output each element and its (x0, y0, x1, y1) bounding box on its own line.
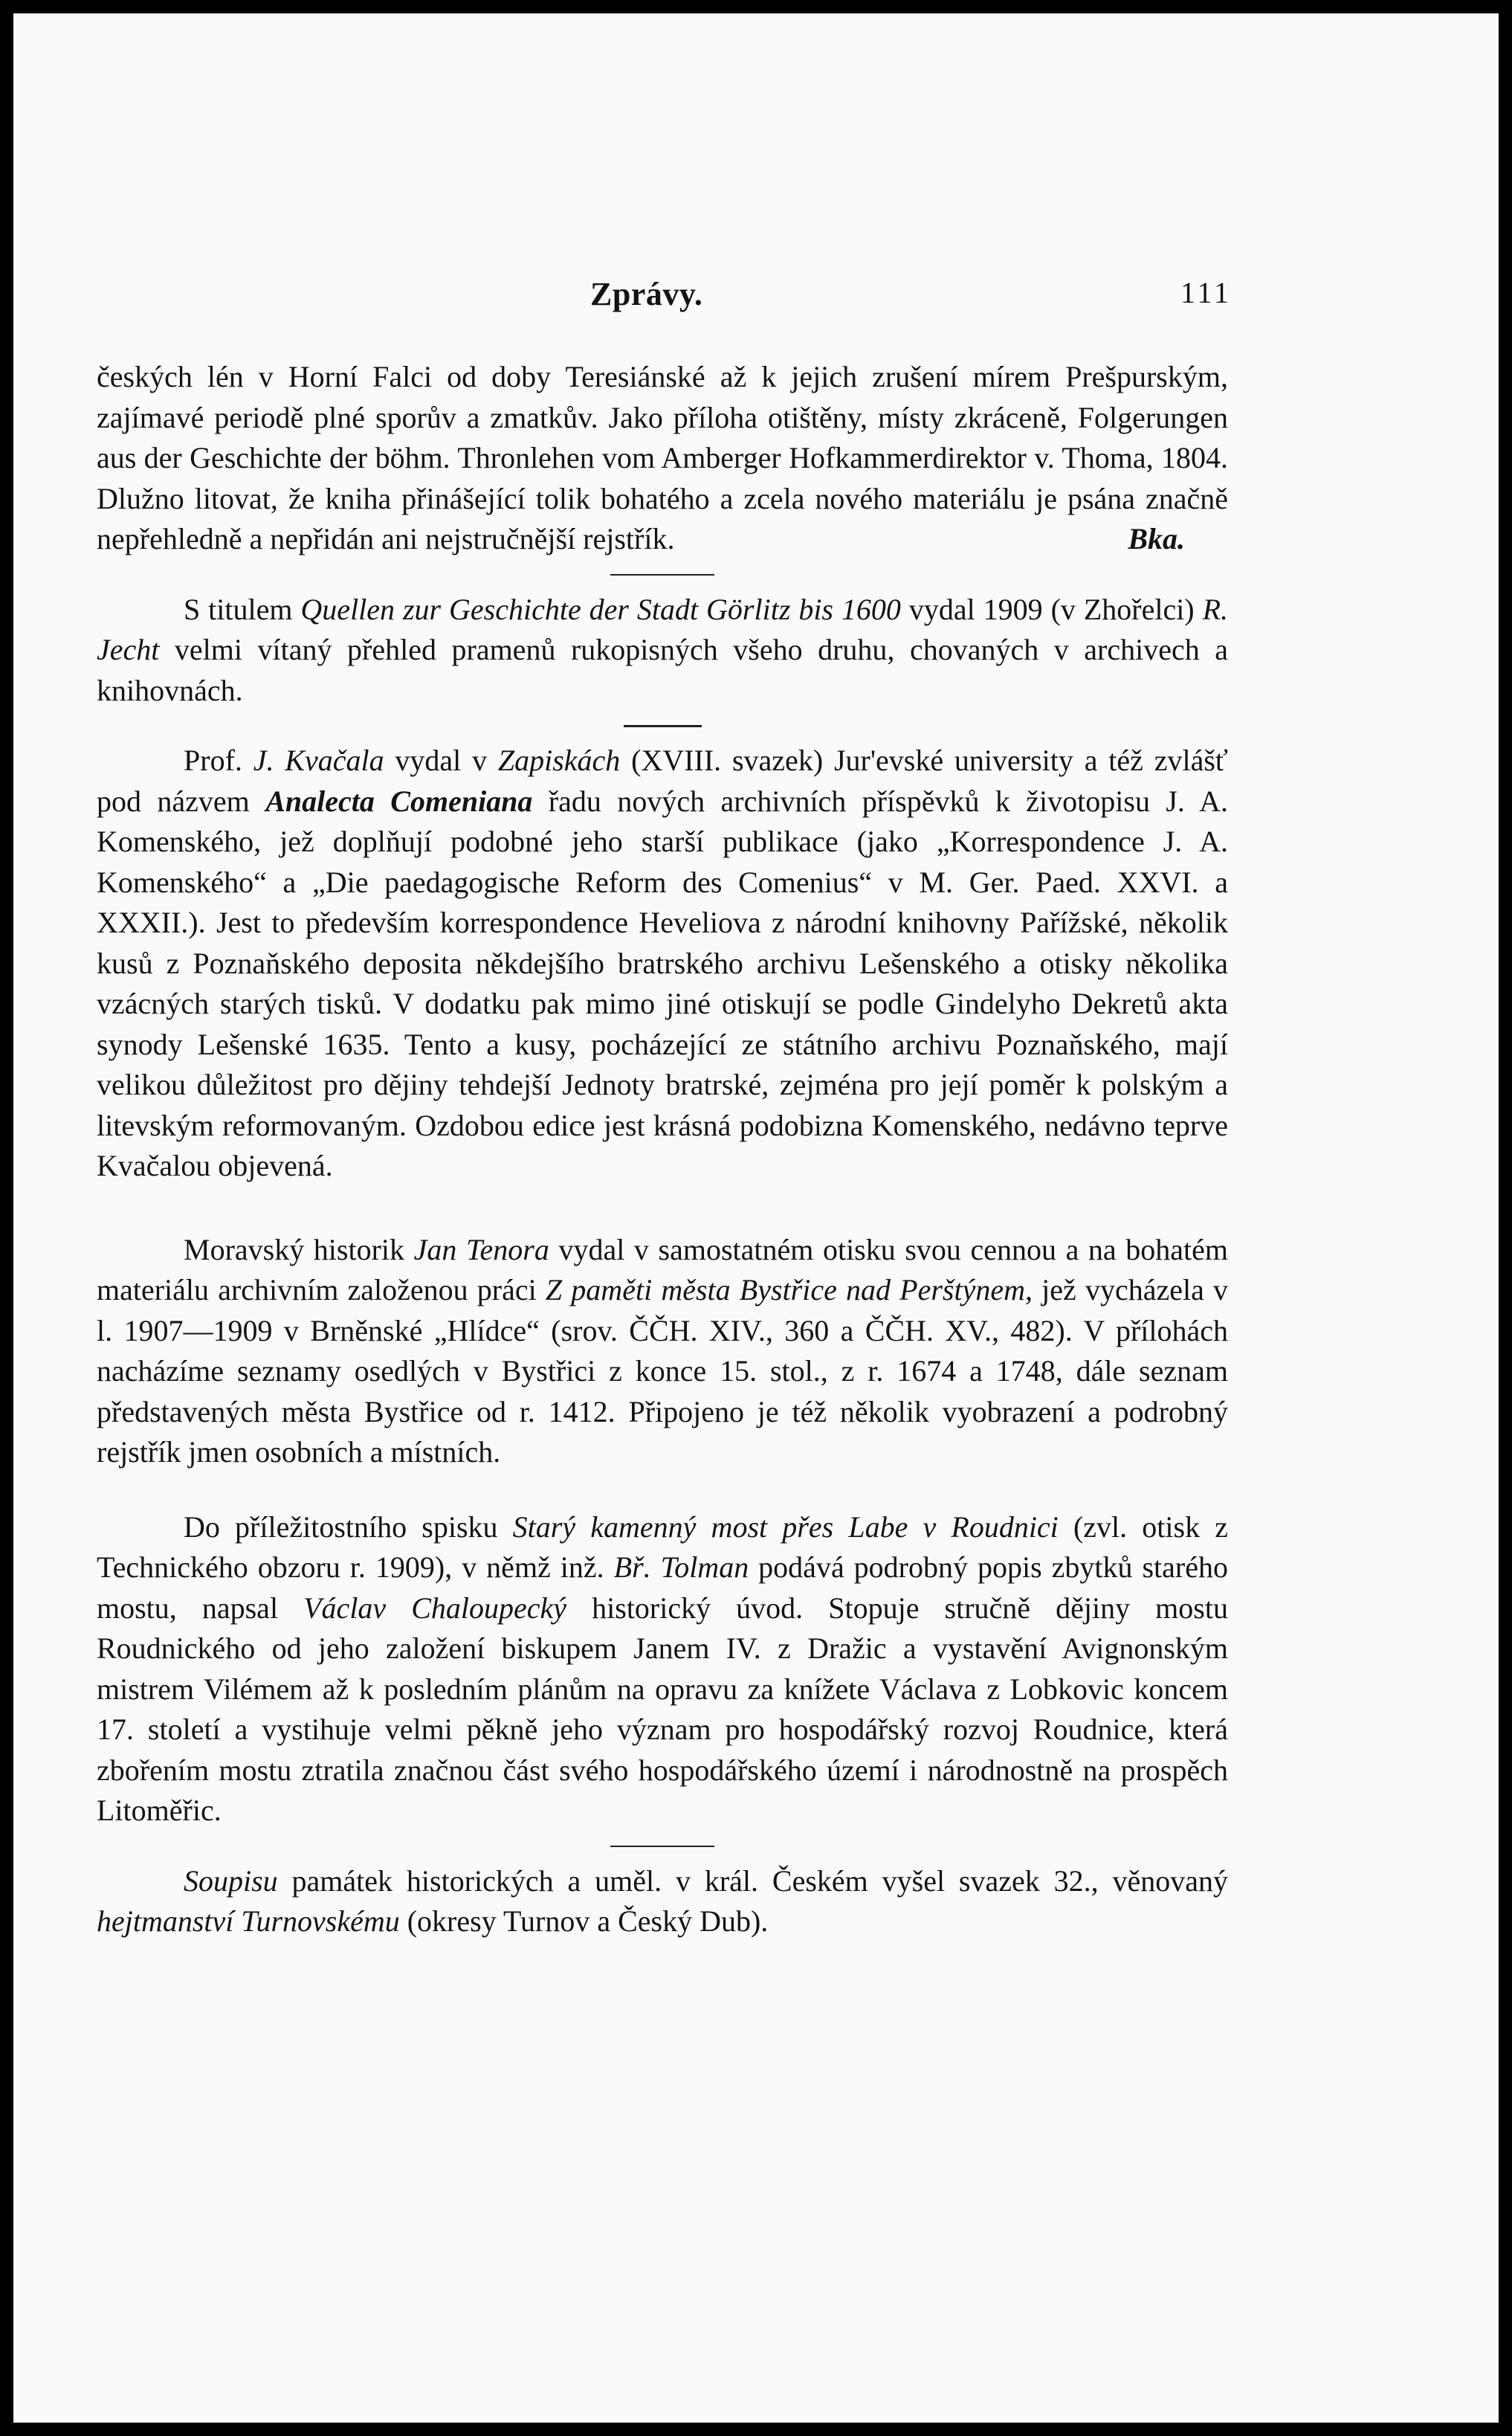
paragraph-text: českých lén v Horní Falci od doby Teresiánské až k jejich zrušení mírem Prešpurským, zajímavé periodě plné sporův a zmatkův. Jako příloha otištěny, místy zkráceně, Folgerungen aus der Geschichte der böhm. Thronlehen vom Amberger Hofkammerdirektor v. Thoma, 1804. Dlužno litovat, že kniha přinášející tolik bohatého a zcela nového materiálu je psána značně nepřehledně a nepřidán ani nejstručnější rejstřík. (97, 360, 1228, 555)
body-text (97, 357, 1228, 1942)
text-run: Prof. (184, 744, 253, 777)
text-run: (XVIII. svazek) Jur'evské university a též zvlášť pod názvem (97, 744, 1228, 818)
emphasized-title: hejtmanství Turnovskému (97, 1904, 400, 1938)
paragraph-soupis (97, 1861, 1228, 1942)
page-header (13, 275, 1499, 320)
page-number: 111 (1180, 276, 1232, 309)
text-run: S titulem (184, 592, 301, 626)
emphasized-title: Analecta Comeniana (265, 784, 533, 818)
author-signature: Bka. (1128, 522, 1185, 555)
text-run: Moravský historik (184, 1232, 414, 1266)
emphasized-title: Jan Tenora (413, 1232, 549, 1266)
separator (97, 711, 1228, 741)
text-run: (zvl. otisk z Technického obzoru r. 1909), v němž inž. (97, 1509, 1228, 1584)
separator (97, 560, 1228, 590)
separator-rule (610, 1846, 714, 1847)
emphasized-title: Starý kamenný most přes Labe v Roudnici (512, 1509, 1059, 1544)
text-run: vydal v (384, 744, 498, 777)
emphasized-title: J. Kvačala (253, 744, 384, 777)
emphasized-title: Václav Chaloupecký (303, 1591, 567, 1625)
emphasized-title: Soupisu (184, 1863, 278, 1898)
emphasized-title: Quellen zur Geschichte der Stadt Görlitz bis 1600 (300, 592, 901, 626)
running-head: Zprávy. (590, 276, 703, 312)
scanned-page (13, 13, 1499, 2423)
text-run: Do příležitostního spisku (184, 1509, 513, 1544)
paragraph-bystrice (97, 1230, 1228, 1473)
paragraph-gap (97, 1187, 1228, 1230)
text-run: vydal v samostatném otisku svou cennou a na bohatém materiálu archivním založenou práci (97, 1232, 1229, 1306)
emphasized-title: Bř. Tolman (613, 1550, 749, 1584)
text-run: podává podrobný popis zbytků starého mostu, napsal (97, 1550, 1228, 1625)
paragraph-gap (97, 1473, 1228, 1507)
text-run: jež vycházela v l. 1907—1909 v Brněnské „Hlídce“ (srov. ČČH. XIV., 360 a ČČH. XV., 482). V přílohách nacházíme seznamy osedlých v Bystřici z konce 15. stol., z r. 1674 a 1748, dále seznam představených města Bystřice od r. 1412. Připojeno je též několik vyobrazení a podrobný rejstřík jmen osobních a místních. (97, 1273, 1228, 1469)
text-run: velmi vítaný přehled pramenů rukopisných všeho druhu, chovaných v archivech a knihovnách. (97, 633, 1228, 707)
text-run: (okresy Turnov a Český Dub). (399, 1904, 769, 1938)
text-run: vydal 1909 (v Zhořelci) (900, 592, 1203, 626)
separator (97, 1831, 1228, 1861)
paragraph-thronlehen (97, 357, 1228, 560)
emphasized-title: Z paměti města Bystřice nad Perštýnem, (545, 1273, 1033, 1306)
paragraph-analecta-comeniana (97, 741, 1228, 1187)
paragraph-roudnice-bridge (97, 1507, 1228, 1831)
paragraph-gorlitz (97, 590, 1228, 712)
separator-rule (624, 725, 702, 727)
text-run: řadu nových archivních příspěvků k životopisu J. A. Komenského, jež doplňují podobné jeho starší publikace (jako „Korrespondence J. A. Komenského“ a „Die paedagogische Reform des Comenius“ v M. Ger. Paed. XXVI. a XXXII.). Jest to především korrespondence Heveliova z národní knihovny Pařížské, několik kusů z Poznaňského deposita někdejšího bratrského archivu Lešenského a otisky několika vzácných starých tisků. V dodatku pak mimo jiné otiskují se podle Gindelyho Dekretů akta synody Lešenské 1635. Tento a kusy, pocházející ze státního archivu Poznaňského, mají velikou důležitost pro dějiny tehdejší Jednoty bratrské, zejména pro její poměr k polským a litevským reformovaným. Ozdobou edice jest krásná podobizna Komenského, nedávno teprve Kvačalou objevená. (97, 784, 1229, 1182)
text-run: památek historických a uměl. v král. Českém vyšel svazek 32., věnovaný (277, 1863, 1228, 1898)
emphasized-title: R. Jecht (97, 592, 1228, 666)
separator-rule (610, 574, 714, 576)
text-run: historický úvod. Stopuje stručně dějiny mostu Roudnického od jeho založení biskupem Janem IV. z Dražic a vystavění Avignonským mistrem Vilémem až k posledním plánům na opravu za knížete Václava z Lobkovic koncem 17. století a vystihuje velmi pěkně jeho význam pro hospodářský rozvoj Roudnice, která zbořením mostu ztratila značnou část svého hospodářského území i národnostně na prospěch Litoměřic. (97, 1591, 1228, 1827)
emphasized-title: Zapiskách (497, 744, 621, 777)
